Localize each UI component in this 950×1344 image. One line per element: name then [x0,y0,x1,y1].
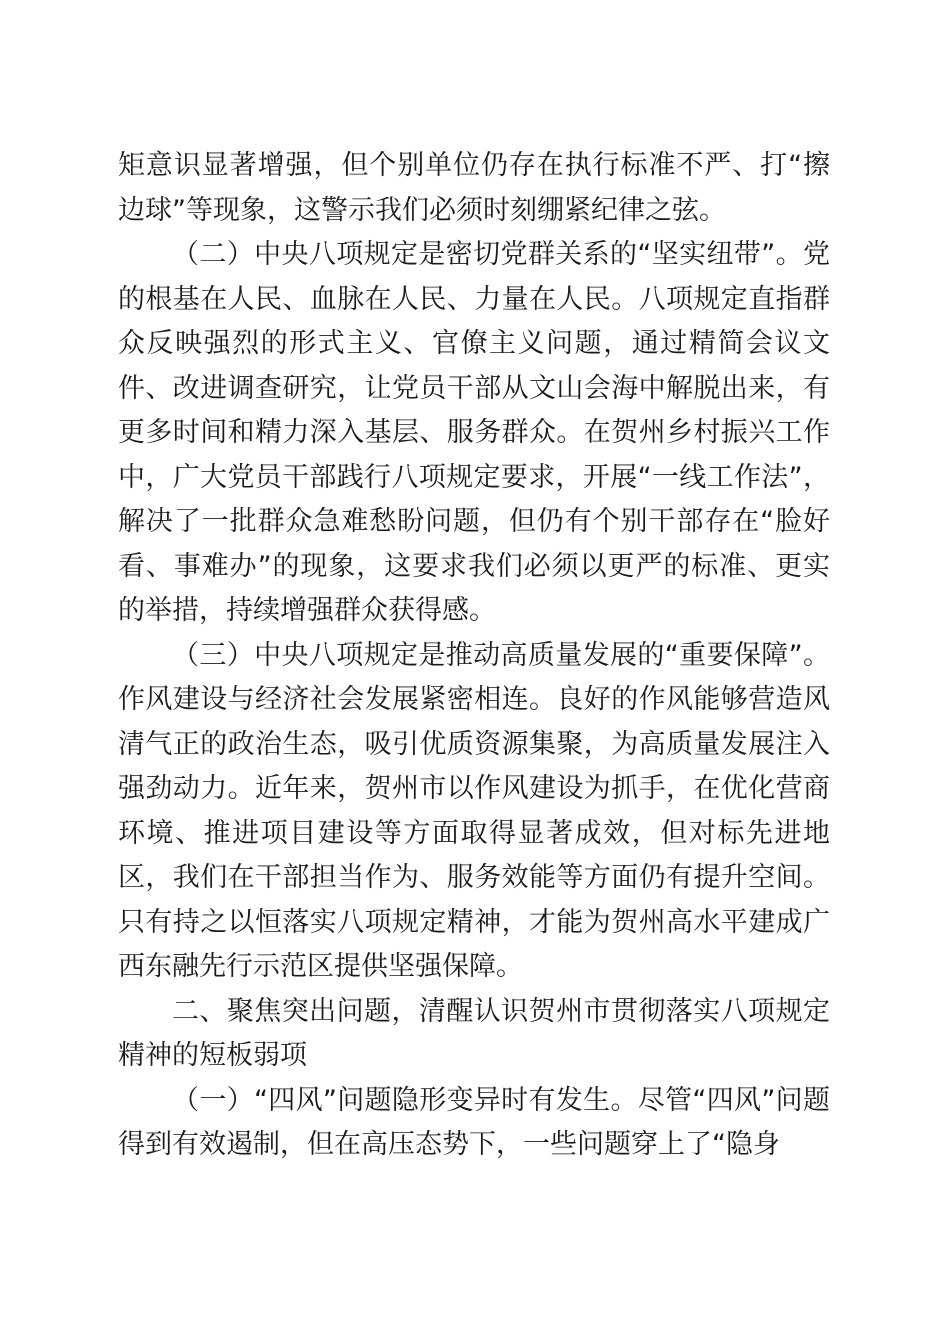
paragraph-section-2-1: （一）“四风”问题隐形变异时有发生。尽管“四风”问题得到有效遏制，但在高压态势下，一些问题穿上了“隐身 [118,1084,830,1160]
paragraph-section-1-2: （二）中央八项规定是密切党群关系的“坚实纽带”。党的根基在人民、血脉在人民、力量在人民。八项规定直指群众反映强烈的形式主义、官僚主义问题，通过精简会议文件、改进调查研究，让党员干部从文山会海中解脱出来，有更多时间和精力深入基层、服务群众。在贺州乡村振兴工作中，广大党员干部践行八项规定要求，开展“一线工作法”，解决了一批群众急难愁盼问题，但仍有个别干部存在“脸好看、事难办”的现象，这要求我们必须以更严的标准、更实的举措，持续增强群众获得感。 [118,239,830,626]
section-heading-2: 二、聚焦突出问题，清醒认识贺州市贯彻落实八项规定精神的短板弱项 [118,995,830,1071]
paragraph-section-1-3: （三）中央八项规定是推动高质量发展的“重要保障”。作风建设与经济社会发展紧密相连。良好的作风能够营造风清气正的政治生态，吸引优质资源集聚，为高质量发展注入强劲动力。近年来，贺州市以作风建设为抓手，在优化营商环境、推进项目建设等方面取得显著成效，但对标先进地区，我们在干部担当作为、服务效能等方面仍有提升空间。只有持之以恒落实八项规定精神，才能为贺州高水平建成广西东融先行示范区提供坚强保障。 [118,639,830,982]
paragraph-continuation: 矩意识显著增强，但个别单位仍存在执行标准不严、打“擦边球”等现象，这警示我们必须时刻绷紧纪律之弦。 [118,150,830,226]
document-body [118,144,830,1168]
